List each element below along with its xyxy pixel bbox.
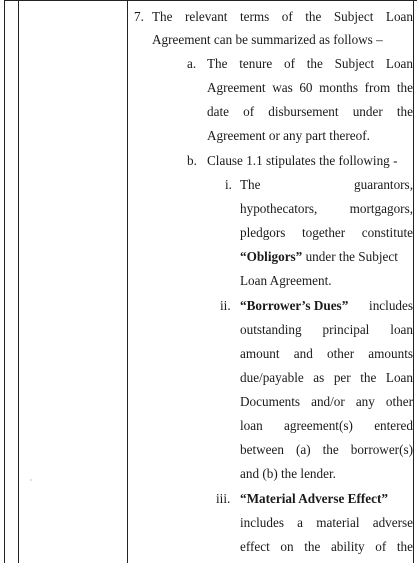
subitem-a-line-2: Agreement was 60 months from the — [207, 80, 413, 95]
table-top-border — [4, 0, 417, 1]
subitem-ii-line-7: between (a) the borrower(s) — [240, 442, 413, 457]
defined-term-obligors: “Obligors” — [240, 249, 303, 264]
subitem-i-line-4-text: under the Subject — [305, 249, 398, 264]
item7-line-1: The relevant terms of the Subject Loan — [152, 9, 413, 24]
subitem-i-line-2: hypothecators, mortgagors, — [240, 201, 413, 216]
item-number: 7. — [134, 9, 144, 24]
subitem-iii-marker: iii. — [216, 491, 231, 506]
subitem-i-line-1: The guarantors, — [240, 177, 413, 192]
table-column-divider-2 — [127, 0, 128, 563]
subitem-b-line-1: Clause 1.1 stipulates the following - — [207, 153, 398, 168]
subitem-ii-line-1 — [240, 295, 413, 317]
subitem-i-line-4 — [240, 246, 398, 268]
table-border-right — [413, 0, 414, 563]
subitem-ii-line-6: loan agreement(s) entered — [240, 418, 413, 433]
subitem-i-line-3: pledgors together constitute — [240, 225, 413, 240]
item7-line-2: Agreement can be summarized as follows – — [152, 32, 383, 47]
defined-term-material-adverse-effect: “Material Adverse Effect” — [240, 491, 388, 506]
table-border-left — [4, 0, 5, 563]
subitem-a-line-1: The tenure of the Subject Loan — [207, 56, 413, 71]
subitem-iii-line-2: includes a material adverse — [240, 515, 413, 530]
subitem-ii-line-3: amount and other amounts — [240, 346, 413, 361]
subitem-ii-line-1-text: includes — [369, 298, 413, 313]
subitem-iii-line-3: effect on the ability of the — [240, 539, 413, 554]
subitem-iii-line-1 — [240, 488, 388, 510]
subitem-b-marker: b. — [187, 153, 197, 168]
subitem-a-line-3: date of disbursement under the — [207, 104, 413, 119]
subitem-ii-line-8: and (b) the lender. — [240, 466, 336, 481]
subitem-ii-marker: ii. — [220, 298, 231, 313]
subitem-a-line-4: Agreement or any part thereof. — [207, 128, 370, 143]
subitem-ii-line-2: outstanding principal loan — [240, 322, 413, 337]
table-column-divider-1 — [18, 0, 19, 563]
scan-speck — [30, 479, 32, 481]
subitem-a-marker: a. — [187, 56, 197, 71]
subitem-ii-line-5: Documents and/or any other — [240, 394, 413, 409]
subitem-i-marker: i. — [225, 177, 232, 192]
subitem-ii-line-4: due/payable as per the Loan — [240, 370, 413, 385]
defined-term-borrowers-dues: “Borrower’s Dues” — [240, 298, 349, 313]
subitem-i-line-5: Loan Agreement. — [240, 273, 332, 288]
